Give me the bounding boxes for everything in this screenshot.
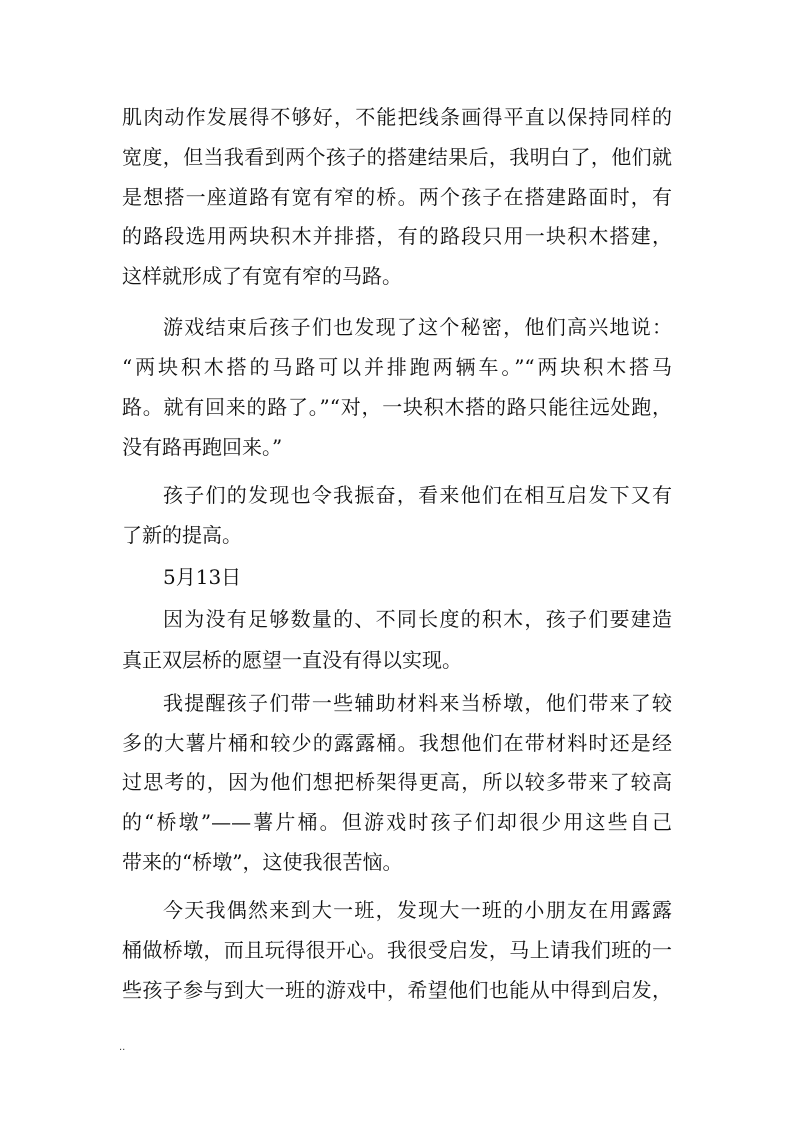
paragraph-line: 宽度，但当我看到两个孩子的搭建结果后，我明白了，他们就	[122, 145, 672, 169]
paragraph-line: 今天我偶然来到大一班，发现大一班的小朋友在用露露	[163, 898, 672, 922]
paragraph-line: 多的大薯片桶和较少的露露桶。我想他们在带材料时还是经	[122, 731, 672, 755]
paragraph-line: 带来的“桥墩”，这使我很苦恼。	[122, 850, 403, 874]
paragraph-line: 因为没有足够数量的、不同长度的积木，孩子们要建造	[163, 607, 672, 631]
paragraph-line: 的路段选用两块积木并排搭，有的路段只用一块积木搭建，	[122, 224, 672, 248]
paragraph-line: “两块积木搭的马路可以并排跑两辆车。”“两块积木搭马	[122, 355, 672, 379]
paragraph-line: 肌肉动作发展得不够好，不能把线条画得平直以保持同样的	[122, 105, 672, 129]
paragraph-line: 这样就形成了有宽有窄的马路。	[122, 264, 402, 288]
paragraph-line: 游戏结束后孩子们也发现了这个秘密，他们高兴地说：	[163, 315, 672, 339]
paragraph-line: 我提醒孩子们带一些辅助材料来当桥墩，他们带来了较	[163, 691, 672, 715]
paragraph-line: 没有路再跑回来。”	[122, 435, 283, 459]
paragraph-line: 路。就有回来的路了。”“对，一块积木搭的路只能往远处跑，	[122, 395, 672, 419]
paragraph-line: 些孩子参与到大一班的游戏中，希望他们也能从中得到启发，	[122, 978, 672, 1002]
paragraph-line: 过思考的，因为他们想把桥架得更高，所以较多带来了较高	[122, 770, 672, 794]
footer-mark: ..	[119, 1042, 126, 1053]
date-heading: 5月13日	[163, 565, 242, 589]
paragraph-line: 了新的提高。	[122, 523, 242, 547]
paragraph-line: 桶做桥墩，而且玩得很开心。我很受启发，马上请我们班的一	[122, 938, 672, 962]
paragraph-line: 真正双层桥的愿望一直没有得以实现。	[122, 648, 462, 672]
paragraph-line: 是想搭一座道路有宽有窄的桥。两个孩子在搭建路面时，有	[122, 185, 672, 209]
paragraph-line: 孩子们的发现也令我振奋，看来他们在相互启发下又有	[163, 483, 672, 507]
paragraph-line: 的“桥墩”——薯片桶。但游戏时孩子们却很少用这些自己	[122, 810, 672, 834]
